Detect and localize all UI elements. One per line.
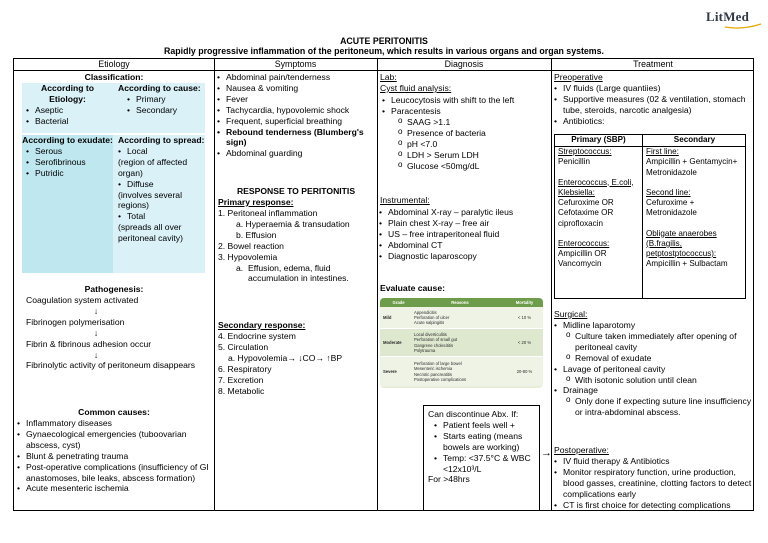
list-item: • Nausea & vomiting xyxy=(217,83,375,94)
list-item: • Midline laparotomy xyxy=(554,320,754,331)
preoperative-list xyxy=(554,83,752,127)
drug-text: Cefuroxime OR Cefotaxime OR ciprofloxacin xyxy=(558,198,614,228)
list-item: 3. Hypovolemia xyxy=(218,251,278,262)
list-marker: a. xyxy=(236,262,244,273)
list-item: 6. Respiratory xyxy=(218,363,272,374)
list-item: • Acute mesenteric ischemia xyxy=(17,483,212,494)
list-item: • Putridic xyxy=(26,168,113,179)
list-item: • Antibiotics: xyxy=(554,116,752,127)
column-header-treatment: Treatment xyxy=(633,59,673,69)
list-item: o With isotonic solution until clean xyxy=(566,375,754,386)
down-arrow-icon: ↓ xyxy=(93,305,99,316)
spread-heading: According to spread: xyxy=(118,135,205,145)
reason: Perforation of large bowel xyxy=(414,361,462,367)
list-item: • Serofibrinous xyxy=(26,157,113,168)
list-item: o Only done if expecting suture line insufficiency or intra-abdominal abscess. xyxy=(566,396,754,418)
list-item: • Tachycardia, hypovolemic shock xyxy=(217,105,375,116)
exudate-box xyxy=(22,135,113,273)
list-item: o Glucose <50mg/dL xyxy=(398,161,548,172)
etiology-box xyxy=(22,83,113,133)
reason: Postoperative complications xyxy=(414,376,467,382)
list-item: b. Effusion xyxy=(236,229,277,240)
diagnosis-column xyxy=(378,71,551,510)
list-item: • Temp: <37.5°C & WBC <12x10³/L xyxy=(434,453,535,475)
lab-list xyxy=(382,95,550,117)
reason: Appendicitis xyxy=(414,309,437,315)
list-item: o Culture taken immediately after opening of peritoneal cavity xyxy=(566,331,754,353)
reasons-cell xyxy=(414,332,506,352)
list-item: 8. Metabolic xyxy=(218,385,265,396)
evaluate-heading: Evaluate cause: xyxy=(380,283,445,293)
table-row xyxy=(380,307,543,329)
grade-table xyxy=(380,298,543,388)
list-item: • Frequent, superficial breathing xyxy=(217,116,375,127)
discontinue-duration: For >48hrs xyxy=(428,474,470,485)
reason: Mesenteric ischemia xyxy=(414,366,453,372)
column-header-diagnosis: Diagnosis xyxy=(444,59,484,69)
list-item: o SAAG >1.1 xyxy=(398,117,548,128)
table-row xyxy=(380,357,543,386)
reason: Necrotic pancreatitis xyxy=(414,371,452,377)
list-item: 1. Peritoneal inflammation xyxy=(218,208,318,218)
paracentesis-list xyxy=(398,117,548,172)
reasons-cell xyxy=(414,310,506,325)
instrumental-list xyxy=(379,207,550,262)
list-item: • Drainage xyxy=(554,385,754,396)
spread-note: (spreads all over peritoneal cavity) xyxy=(118,222,183,244)
list-item: o pH <7.0 xyxy=(398,139,548,150)
list-item: o Removal of exudate xyxy=(566,353,754,364)
column-header-symptoms: Symptoms xyxy=(274,59,317,69)
mortality-cell: < 20 % xyxy=(517,339,532,345)
drug-text: Ampicillin + Gentamycin+ Metronidazole xyxy=(646,157,738,177)
mortality-cell: < 10 % xyxy=(517,314,532,320)
secondary-response-heading: Secondary response: xyxy=(218,320,306,330)
list-item: • Abdominal X-ray – paralytic ileus xyxy=(379,207,550,218)
cyst-heading: Cyst fluid analysis: xyxy=(380,83,452,93)
grade-header: Grade xyxy=(392,299,405,305)
pathogenesis-step: Fibrinogen polymerisation xyxy=(26,316,125,327)
secondary-abx-cell xyxy=(646,147,746,270)
postoperative-heading: Postoperative: xyxy=(554,445,609,455)
drug-text: Penicillin xyxy=(558,157,590,167)
list-item: a. Hypovolemia→ ↓CO→ ↑BP xyxy=(228,352,343,363)
pathogenesis-step: Fibrin & fibrinous adhesion occur xyxy=(26,338,152,349)
list-item-text: Effusion, edema, fluid accumulation in intestines. xyxy=(248,262,349,284)
reason: Perforation of ulcer xyxy=(414,314,450,320)
list-item: • Paracentesis xyxy=(382,106,550,117)
pathogenesis-step: Coagulation system activated xyxy=(26,295,139,305)
list-item: • Serous xyxy=(26,146,113,157)
primary-response-list xyxy=(218,208,376,284)
list-item: 2. Bowel reaction xyxy=(218,240,284,251)
list-item: 5. Circulation xyxy=(218,341,269,352)
list-item: • Abdominal guarding xyxy=(217,148,375,159)
reason: Local diverticulitis xyxy=(414,332,447,338)
spread-box xyxy=(113,135,205,273)
list-item: • Total xyxy=(118,211,205,222)
preoperative-heading: Preoperative xyxy=(554,72,603,82)
list-item: • Bacterial xyxy=(26,116,113,127)
list-item: • Abdominal pain/tenderness xyxy=(217,72,375,83)
etiology-heading: According to Etiology: xyxy=(41,83,94,104)
classification-heading: Classification: xyxy=(84,72,144,82)
lab-heading: Lab: xyxy=(380,72,397,82)
list-item: a. Hyperaemia & transudation xyxy=(236,218,350,229)
pathogenesis-heading: Pathogenesis: xyxy=(84,284,144,294)
list-item: • Primary xyxy=(127,94,205,105)
down-arrow-icon: ↓ xyxy=(93,327,99,338)
drug-text: Ampicillin + Sulbactam xyxy=(646,259,728,269)
list-item: • Rebound tenderness (Blumberg's sign) xyxy=(217,127,375,149)
down-arrow-icon: ↓ xyxy=(93,349,99,360)
list-item: • Starts eating (means bowels are working) xyxy=(434,431,535,453)
organism-label: Streptococcus: xyxy=(558,147,612,156)
table-row xyxy=(380,329,543,357)
grade-table-header xyxy=(380,298,543,307)
list-item: • Leucocytosis with shift to the left xyxy=(382,95,550,106)
exudate-heading: According to exudate: xyxy=(22,135,113,145)
symptoms-column xyxy=(215,71,377,510)
list-item: • Monitor respiratory function, urine production, blood gasses, creatinine, clotting factors to detect complications early xyxy=(554,467,754,500)
organism-label: Enterococcus: xyxy=(558,238,610,248)
litmed-logo: LitMed xyxy=(706,9,750,24)
primary-response-heading: Primary response: xyxy=(218,197,294,207)
treatment-column xyxy=(552,71,755,510)
grade-cell: Mild xyxy=(383,314,392,320)
list-item: 4. Endocrine system xyxy=(218,331,296,341)
list-item: • Plain chest X-ray – free air xyxy=(379,218,550,229)
mortality-cell: 20-80 % xyxy=(516,368,533,374)
page-title: ACUTE PERITONITIS xyxy=(340,36,428,46)
list-item: • Inflammatory diseases xyxy=(17,418,212,429)
list-item: • Gynaecological emergencies (tuboovarian abscess, cyst) xyxy=(17,429,212,451)
list-item: • Secondary xyxy=(127,105,205,116)
list-item: • IV fluids (Large quantiies) xyxy=(554,83,752,94)
postoperative-list xyxy=(554,456,754,511)
cause-heading: According to cause: xyxy=(118,83,201,93)
primary-sbp-header: Primary (SBP) xyxy=(571,135,626,144)
list-item: • Local xyxy=(118,146,205,157)
organism-label: Enterococcus, E.coli, Klebsiella: xyxy=(558,177,634,197)
column-header-etiology: Etiology xyxy=(98,59,130,69)
pathogenesis-step: Fibrinolytic activity of peritoneum disappears xyxy=(26,360,196,371)
drug-text: Cefuroxime + Metronidazole xyxy=(646,198,697,218)
symptoms-list xyxy=(217,72,375,159)
causes-list xyxy=(17,418,212,494)
instrumental-heading: Instrumental: xyxy=(380,195,430,205)
discontinue-box xyxy=(423,405,540,511)
list-item: • Lavage of peritoneal cavity xyxy=(554,364,754,375)
mortality-header: Mortality xyxy=(515,299,534,305)
spread-note: (region of affected organ) xyxy=(118,156,188,178)
etiology-column xyxy=(14,71,214,510)
list-item: • Aseptic xyxy=(26,105,113,116)
list-item: • US – free intraperitoneal fluid xyxy=(379,229,550,240)
pathogenesis-flow xyxy=(26,295,211,371)
antibiotics-table xyxy=(554,134,746,299)
organism-label: Obligate anaerobes (B.fragilis, petptostptococcus): xyxy=(646,228,717,259)
page-subtitle: Rapidly progressive inflammation of the peritoneum, which results in various organs and organ systems. xyxy=(164,46,604,56)
cause-box xyxy=(113,83,205,133)
right-arrow-icon: → xyxy=(541,447,552,459)
summary-table xyxy=(13,58,754,511)
list-item: • Diagnostic laparoscopy xyxy=(379,251,550,262)
line-label: Second line: xyxy=(646,187,691,197)
reason: Polytrauma xyxy=(414,347,436,353)
list-item: • Patient feels well + xyxy=(434,420,535,431)
logo-swoosh-icon xyxy=(724,23,762,29)
grade-cell: Moderate xyxy=(383,339,402,345)
reason: Acute salpingitis xyxy=(414,320,445,326)
grade-cell: Severe xyxy=(383,368,397,374)
secondary-response-list xyxy=(218,331,376,396)
list-item: • CT is first choice for detecting complications xyxy=(554,500,754,511)
reason: Gangrene cholecititis xyxy=(414,342,454,348)
reasons-cell xyxy=(414,361,506,381)
discontinue-heading: Can discontinue Abx. If: xyxy=(428,409,519,419)
secondary-header: Secondary xyxy=(673,135,716,144)
list-item: o Presence of bacteria xyxy=(398,128,548,139)
list-item: • Blunt & penetrating trauma xyxy=(17,451,212,462)
primary-abx-cell xyxy=(558,147,641,270)
causes-heading: Common causes: xyxy=(78,407,150,417)
list-item: • Supportive measures (02 & ventilation, stomach tube, steroids, narcotic analgesia) xyxy=(554,94,752,116)
reason: Perforation of small gut xyxy=(414,337,458,343)
drug-text: Ampicillin OR Vancomycin xyxy=(558,249,607,269)
reasons-header: Reasons xyxy=(451,299,469,305)
list-item: • Abdominal CT xyxy=(379,240,550,251)
list-item: o LDH > Serum LDH xyxy=(398,150,548,161)
list-item: • Fever xyxy=(217,94,375,105)
surgical-heading: Surgical: xyxy=(554,309,588,319)
list-item: 7. Excretion xyxy=(218,374,264,385)
surgical-list xyxy=(554,320,754,418)
list-item xyxy=(218,263,376,285)
response-heading: RESPONSE TO PERITONITIS xyxy=(236,186,356,196)
line-label: First line: xyxy=(646,147,679,156)
list-item: • IV fluid therapy & Antibiotics xyxy=(554,456,754,467)
list-item: • Diffuse xyxy=(118,179,205,190)
list-item: • Post-operative complications (insufficiency of GI anastomoses, bile leaks, abscess formation) xyxy=(17,462,212,484)
spread-note: (involves several regions) xyxy=(118,189,182,211)
